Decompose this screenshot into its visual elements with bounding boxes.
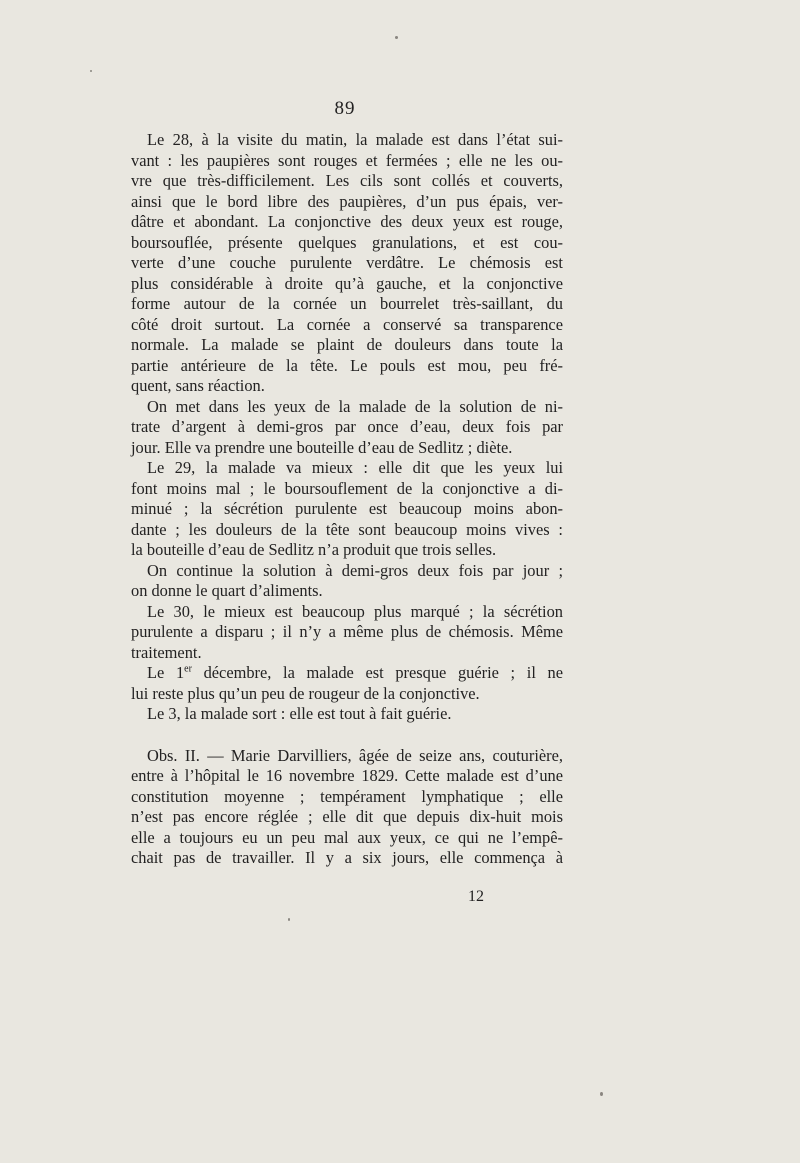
- line-text: décembre, la malade est presque guérie ; il ne: [191, 663, 563, 682]
- text-line: constitution moyenne ; tempérament lymphatique ; elle: [131, 786, 563, 806]
- text-line: vre que très-difficilement. Les cils sont collés et couverts,: [131, 171, 563, 190]
- body-text: [131, 130, 563, 869]
- text-line: trate d’argent à demi-gros par once d’eau, deux fois par: [131, 417, 563, 436]
- text-line: entre à l’hôpital le 16 novembre 1829. Cette malade est d’une: [131, 766, 563, 785]
- text-line: On met dans les yeux de la malade de la solution de ni-: [147, 396, 563, 416]
- text-line: la bouteille d’eau de Sedlitz n’a produit que trois selles.: [131, 540, 497, 559]
- paper-speck: [288, 918, 290, 921]
- text-line: Obs. II. — Marie Darvilliers, âgée de seize ans, couturière,: [147, 745, 563, 765]
- text-line: dâtre et abondant. La conjonctive des deux yeux est rouge,: [131, 212, 563, 231]
- text-line: n’est pas encore réglée ; elle dit que depuis dix-huit mois: [131, 807, 563, 826]
- text-line: Le 29, la malade va mieux : elle dit que les yeux lui: [147, 458, 563, 477]
- text-line: verte d’une couche purulente verdâtre. Le chémosis est: [131, 253, 563, 272]
- text-line: boursouflée, présente quelques granulations, et est cou-: [131, 232, 563, 252]
- text-line: Le 30, le mieux est beaucoup plus marqué ; la sécrétion: [147, 601, 563, 621]
- text-line: lui reste plus qu’un peu de rougeur de la conjonctive.: [131, 683, 480, 703]
- text-line: font moins mal ; le boursouflement de la conjonctive a di-: [131, 478, 563, 498]
- text-line: minué ; la sécrétion purulente est beaucoup moins abon-: [131, 499, 563, 518]
- text-line: forme autour de la cornée un bourrelet très-saillant, du: [131, 294, 563, 313]
- paper-speck: [395, 36, 398, 39]
- text-line: jour. Elle va prendre une bouteille d’eau de Sedlitz ; diète.: [131, 437, 513, 457]
- text-line: vant : les paupières sont rouges et fermées ; elle ne les ou-: [131, 150, 563, 170]
- text-line: [131, 663, 563, 684]
- ordinal-superscript: er: [184, 663, 192, 675]
- text-line: on donne le quart d’aliments.: [131, 581, 323, 600]
- text-line: partie antérieure de la tête. Le pouls est mou, peu fré-: [131, 355, 563, 375]
- page-number: 89: [334, 98, 356, 119]
- text-line: ainsi que le bord libre des paupières, d’un pus épais, ver-: [131, 191, 563, 211]
- text-line: traitement.: [131, 642, 202, 662]
- text-line: purulente a disparu ; il n’y a même plus de chémosis. Même: [131, 622, 563, 641]
- text-line: plus considérable à droite qu’à gauche, et la conjonctive: [131, 273, 563, 293]
- paper-speck: [90, 70, 92, 72]
- text-line: normale. La malade se plaint de douleurs dans toute la: [131, 335, 563, 354]
- text-line: Le 28, à la visite du matin, la malade est dans l’état sui-: [147, 130, 563, 149]
- text-line: elle a toujours eu un peu mal aux yeux, ce qui ne l’empê-: [131, 827, 563, 847]
- date-prefix: Le 1: [147, 663, 185, 682]
- text-line: dante ; les douleurs de la tête sont beaucoup moins vives :: [131, 519, 563, 539]
- text-line: quent, sans réaction.: [131, 376, 265, 395]
- text-line: côté droit surtout. La cornée a conservé sa transparence: [131, 314, 563, 334]
- paragraph-gap: [131, 725, 563, 746]
- text-line: chait pas de travailler. Il y a six jours, elle commença à: [131, 848, 563, 867]
- signature-mark: 12: [468, 888, 484, 905]
- text-line: Le 3, la malade sort : elle est tout à fait guérie.: [147, 704, 452, 723]
- text-line: On continue la solution à demi-gros deux fois par jour ;: [147, 560, 563, 580]
- paper-speck: [600, 1092, 603, 1096]
